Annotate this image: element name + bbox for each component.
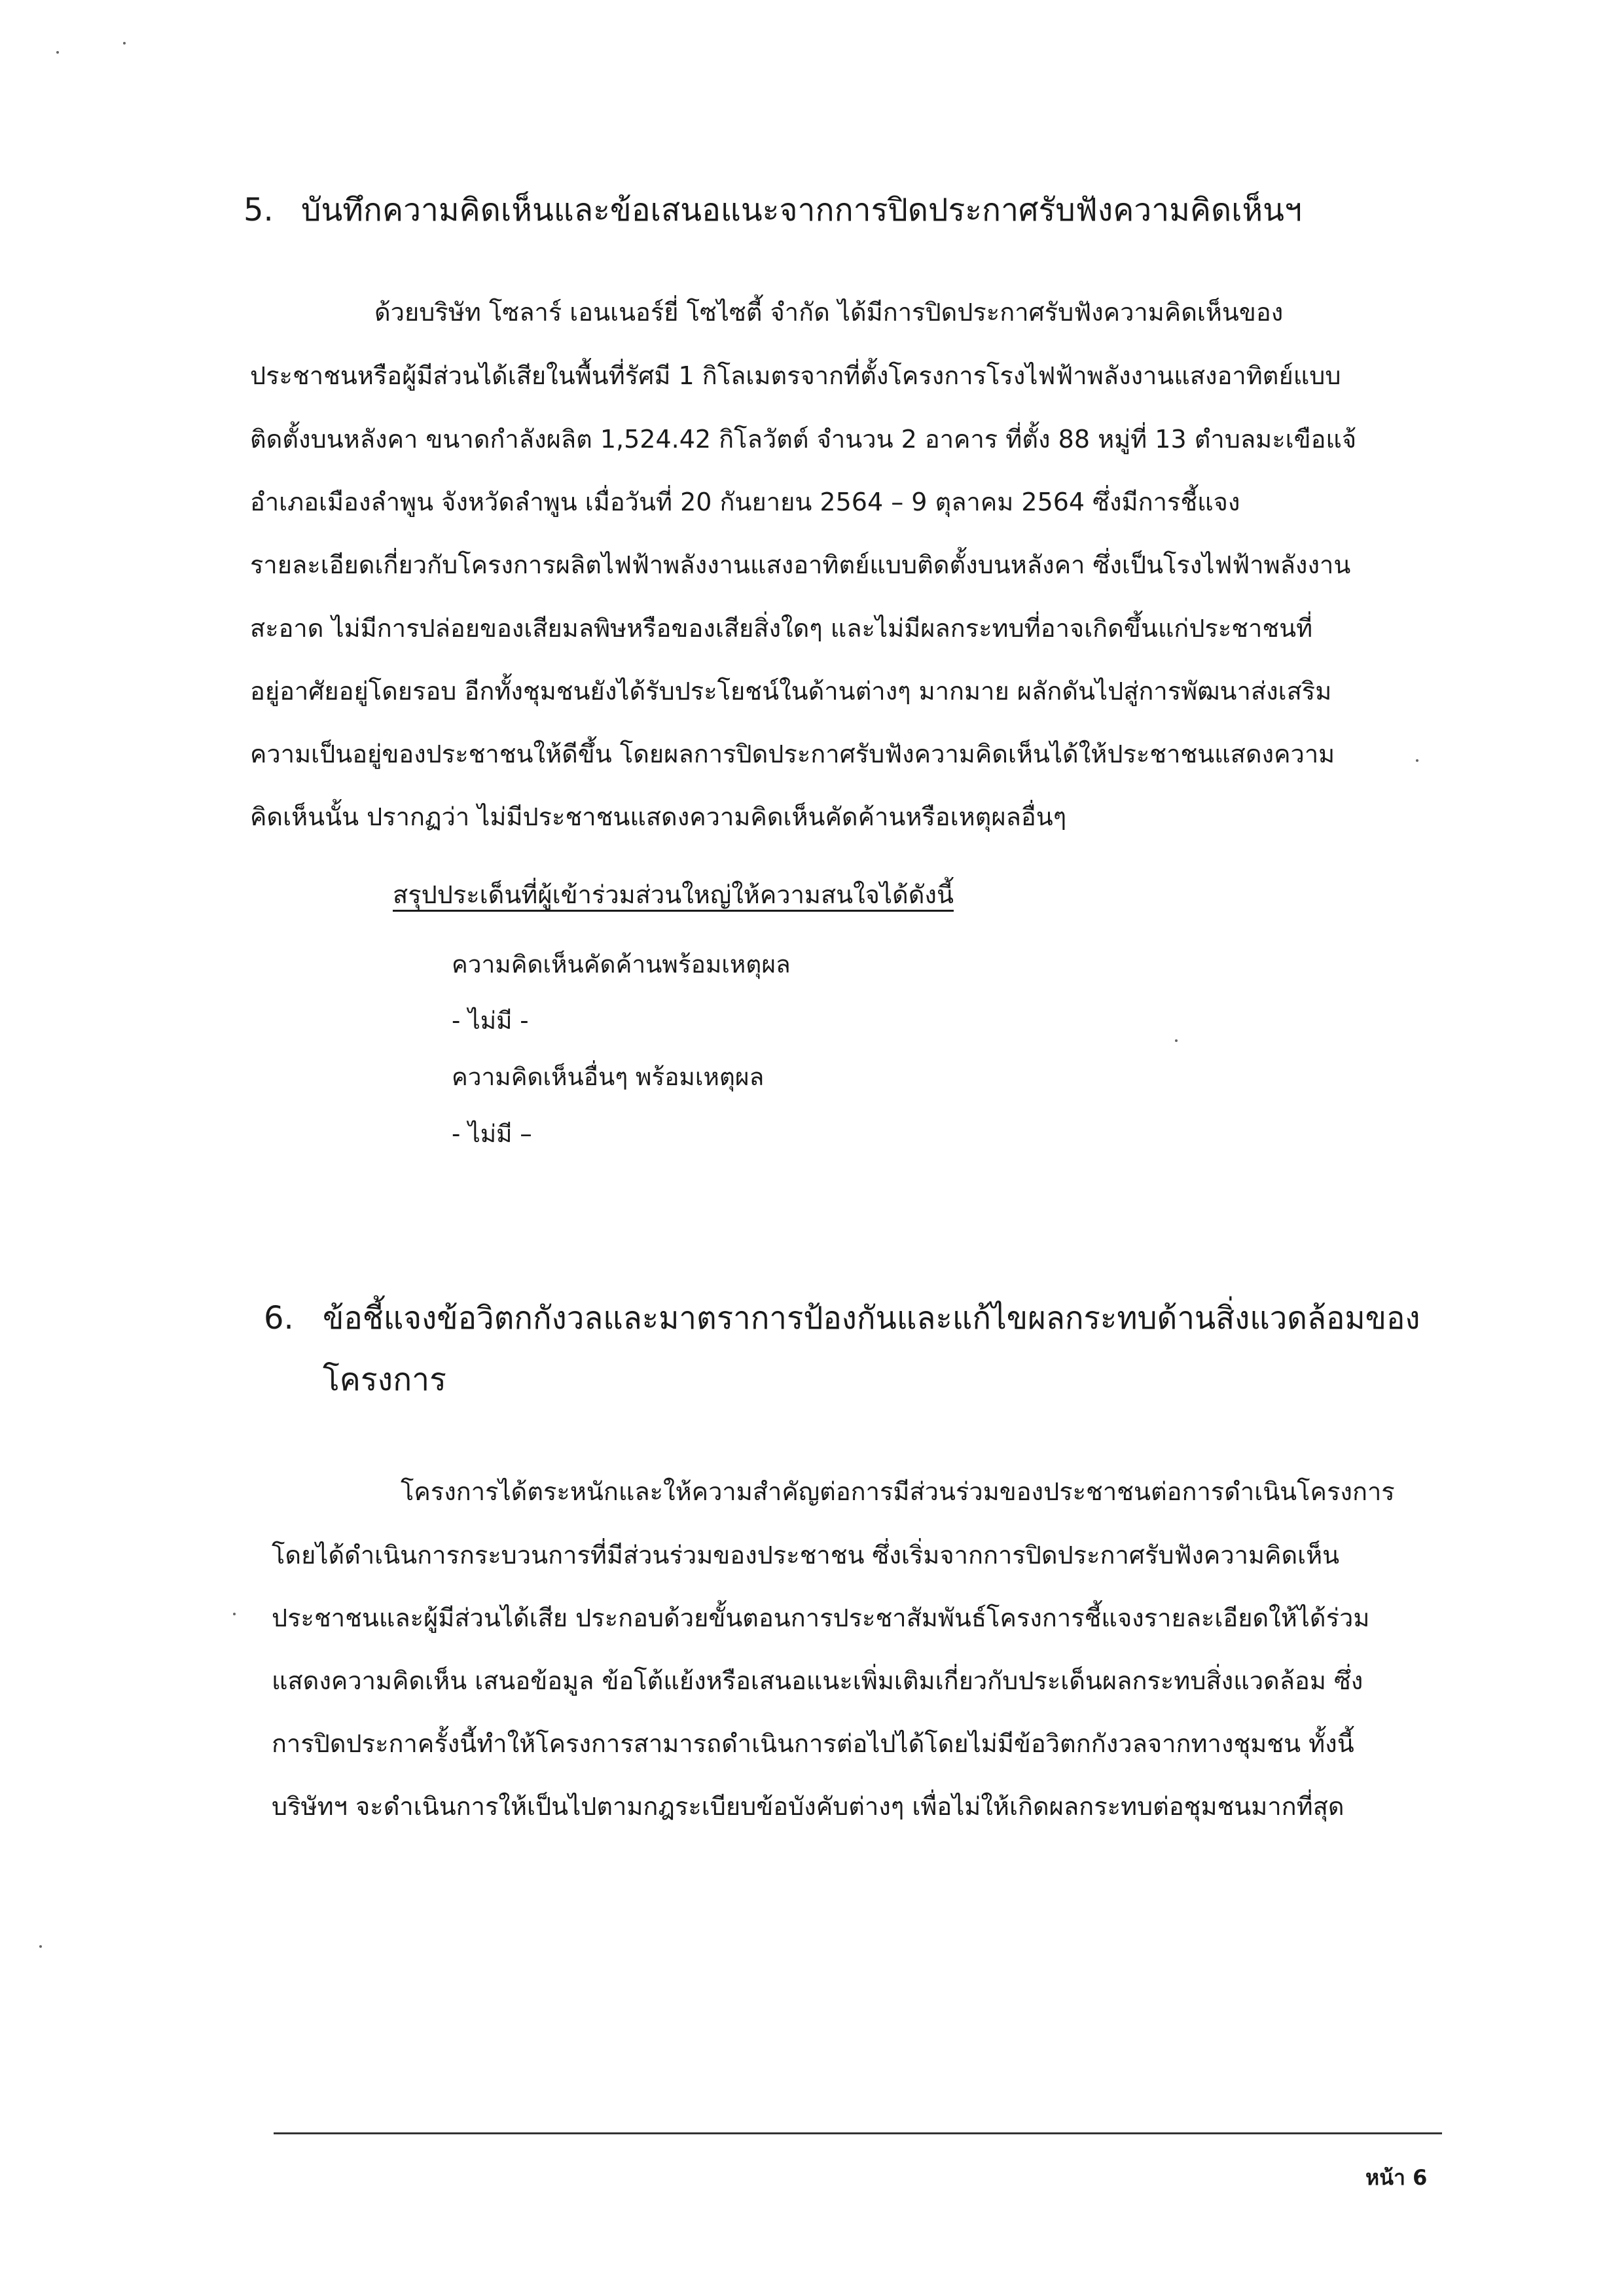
- section-5-line: ความเป็นอยู่ของประชาชนให้ดีขึ้น โดยผลการปิดประกาศรับฟังความคิดเห็นได้ให้ประชาชนแสดงความ: [250, 740, 1335, 768]
- section-6-title-line-2: โครงการ: [323, 1361, 446, 1398]
- section-6-title-line-1: ข้อชี้แจงข้อวิตกกังวลและมาตราการป้องกันและแก้ไขผลกระทบด้านสิ่งแวดล้อมของ: [323, 1300, 1420, 1336]
- section-5-line: สะอาด ไม่มีการปล่อยของเสียมลพิษหรือของเสียสิ่งใดๆ และไม่มีผลกระทบที่อาจเกิดขึ้นแก่ประชาชนที่: [250, 614, 1313, 643]
- summary-item: ความคิดเห็นคัดค้านพร้อมเหตุผล: [452, 950, 791, 978]
- section-5-line: ประชาชนหรือผู้มีส่วนได้เสียในพื้นที่รัศมี 1 กิโลเมตรจากที่ตั้งโครงการโรงไฟฟ้าพลังงานแสงอาทิตย์แบบ: [250, 361, 1341, 390]
- page-number: หน้า 6: [1365, 2165, 1428, 2190]
- summary-title: สรุปประเด็นที่ผู้เข้าร่วมส่วนใหญ่ให้ความสนใจได้ดังนี้: [393, 880, 954, 909]
- section-6-line: โครงการได้ตระหนักและให้ความสำคัญต่อการมีส่วนร่วมของประชาชนต่อการดำเนินโครงการ: [401, 1477, 1395, 1506]
- section-5-line: รายละเอียดเกี่ยวกับโครงการผลิตไฟฟ้าพลังงานแสงอาทิตย์แบบติดตั้งบนหลังคา ซึ่งเป็นโรงไฟฟ้าพลังงาน: [250, 550, 1351, 579]
- section-5-line: คิดเห็นนั้น ปรากฏว่า ไม่มีประชาชนแสดงความคิดเห็นคัดค้านหรือเหตุผลอื่นๆ: [250, 802, 1067, 831]
- scan-speck: [233, 1613, 236, 1615]
- summary-item: ความคิดเห็นอื่นๆ พร้อมเหตุผล: [452, 1063, 765, 1091]
- section-5-line: อำเภอเมืองลำพูน จังหวัดลำพูน เมื่อวันที่ 20 กันยายน 2564 – 9 ตุลาคม 2564 ซึ่งมีการชี้แจง: [250, 488, 1240, 516]
- section-6-line: บริษัทฯ จะดำเนินการให้เป็นไปตามกฎระเบียบข้อบังคับต่างๆ เพื่อไม่ให้เกิดผลกระทบต่อชุมชนมากที่สุด: [272, 1792, 1344, 1821]
- scan-speck: [1175, 1039, 1178, 1042]
- section-6-line: การปิดประกาครั้งนี้ทำให้โครงการสามารถดำเนินการต่อไปได้โดยไม่มีข้อวิตกกังวลจากทางชุมชน ทั้งนี้: [272, 1729, 1354, 1758]
- section-5-number: 5.: [244, 192, 274, 228]
- section-5-line: ติดตั้งบนหลังคา ขนาดกำลังผลิต 1,524.42 กิโลวัตต์ จำนวน 2 อาคาร ที่ตั้ง 88 หมู่ที่ 13 ตำบลมะเขือแจ้: [250, 425, 1357, 454]
- section-5-line: อยู่อาศัยอยู่โดยรอบ อีกทั้งชุมชนยังได้รับประโยชน์ในด้านต่างๆ มากมาย ผลักดันไปสู่การพัฒนาส่งเสริม: [250, 677, 1332, 706]
- section-5-heading: [244, 194, 1382, 234]
- section-6-line: โดยได้ดำเนินการกระบวนการที่มีส่วนร่วมของประชาชน ซึ่งเริ่มจากการปิดประกาศรับฟังความคิดเห็น: [272, 1541, 1340, 1570]
- section-6-heading: [264, 1302, 1429, 1401]
- scan-speck: [123, 42, 126, 45]
- section-6-line: ประชาชนและผู้มีส่วนได้เสีย ประกอบด้วยขั้นตอนการประชาสัมพันธ์โครงการชี้แจงรายละเอียดให้ได้ร่วม: [272, 1604, 1370, 1632]
- section-6-number: 6.: [264, 1300, 294, 1336]
- section-5-title: บันทึกความคิดเห็นและข้อเสนอแนะจากการปิดประกาศรับฟังความคิดเห็นฯ: [301, 192, 1302, 228]
- scan-speck: [56, 51, 59, 54]
- summary-item: - ไม่มี -: [452, 1007, 529, 1035]
- scan-speck: [39, 1945, 42, 1948]
- summary-item: - ไม่มี –: [452, 1120, 532, 1148]
- footer-divider: [274, 2132, 1442, 2134]
- scan-speck: [1416, 759, 1418, 762]
- section-5-line: ด้วยบริษัท โซลาร์ เอนเนอร์ยี่ โซไซตี้ จำกัด ได้มีการปิดประกาศรับฟังความคิดเห็นของ: [374, 298, 1284, 327]
- section-6-line: แสดงความคิดเห็น เสนอข้อมูล ข้อโต้แย้งหรือเสนอแนะเพิ่มเติมเกี่ยวกับประเด็นผลกระทบสิ่งแวดล้อม ซึ่ง: [272, 1666, 1363, 1695]
